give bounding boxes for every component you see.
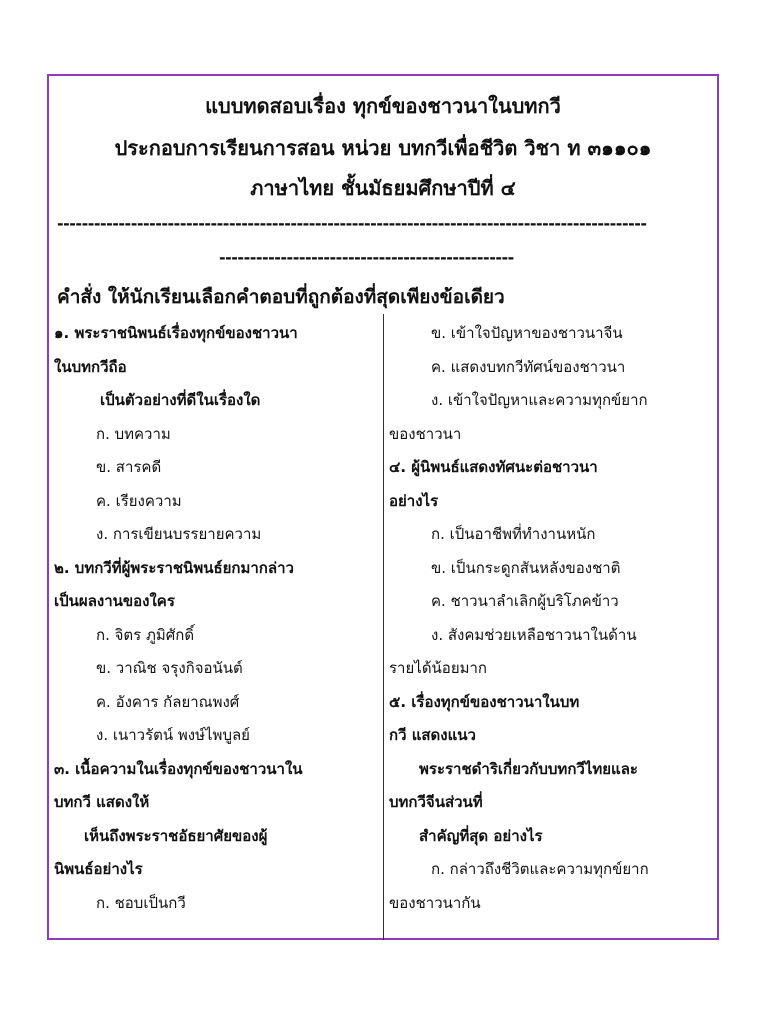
question-3-line-3: เห็นถึงพระราชอัธยาศัยของผู้: [84, 826, 268, 845]
question-3-line-2: บทกวี แสดงให้: [54, 793, 150, 811]
q4-choice-d-line-2: รายได้น้อยมาก: [389, 659, 487, 677]
question-5-line-2: กวี แสดงแนว: [389, 726, 476, 744]
q3-choice-d-line-2: ของชาวนา: [389, 424, 462, 443]
q5-choice-a-line-2: ของชาวนากัน: [389, 893, 481, 912]
question-1-line-1: ๑. พระราชนิพนธ์เรื่องทุกข์ของชาวนา: [54, 324, 298, 342]
separator-long: ------------------------------------------------------------------------------------------------: [57, 214, 647, 233]
separator-short: ------------------------------------------------: [219, 248, 514, 267]
q4-choice-b: ข. เป็นกระดูกสันหลังของชาติ: [431, 558, 621, 577]
title-line-3: ภาษาไทย ชั้นมัธยมศึกษาปีที่ ๔: [250, 176, 516, 200]
q1-choice-c: ค. เรียงความ: [96, 491, 182, 510]
q3-choice-b: ข. เข้าใจปัญหาของชาวนาจีน: [431, 324, 623, 342]
question-4-line-2: อย่างไร: [389, 491, 439, 510]
q4-choice-d-line-1: ง. สังคมช่วยเหลือชาวนาในด้าน: [431, 625, 637, 644]
question-1-line-3: เป็นตัวอย่างที่ดีในเรื่องใด: [100, 391, 261, 409]
question-4-line-1: ๔. ผู้นิพนธ์แสดงทัศนะต่อชาวนา: [389, 458, 598, 476]
q4-choice-a: ก. เป็นอาชีพที่ทำงานหนัก: [431, 525, 596, 543]
question-2-line-1: ๒. บทกวีที่ผู้พระราชนิพนธ์ยกมากล่าว: [54, 558, 294, 577]
q4-choice-c: ค. ชาวนาลำเลิกผู้บริโภคข้าว: [431, 592, 619, 610]
q1-choice-b: ข. สารคดี: [96, 458, 162, 476]
question-3-line-4: นิพนธ์อย่างไร: [54, 860, 143, 878]
left-column: [54, 317, 380, 920]
q3-choice-a: ก. ชอบเป็นกวี: [96, 893, 186, 912]
column-divider: [383, 314, 384, 940]
title-line-2: ประกอบการเรียนการสอน หน่วย บทกวีเพื่อชีวิต วิชา ท ๓๑๑๐๑: [114, 136, 652, 160]
question-1-line-2: ในบทกวีถือ: [54, 357, 127, 376]
instruction: คำสั่ง ให้นักเรียนเลือกคำตอบที่ถูกต้องที่สุดเพียงข้อเดียว: [57, 286, 505, 308]
right-column: [389, 317, 715, 920]
q1-choice-d: ง. การเขียนบรรยายความ: [96, 525, 262, 543]
question-5-line-3: พระราชดำริเกี่ยวกับบทกวีไทยและ: [419, 759, 638, 778]
question-5-line-4: บทกวีจีนส่วนที่: [389, 793, 483, 811]
q3-choice-d-line-1: ง. เข้าใจปัญหาและความทุกข์ยาก: [431, 391, 648, 409]
q5-choice-a-line-1: ก. กล่าวถึงชีวิตและความทุกข์ยาก: [431, 860, 649, 878]
title-line-1: แบบทดสอบเรื่อง ทุกข์ของชาวนาในบทกวี: [205, 94, 561, 118]
q2-choice-d: ง. เนาวรัตน์ พงษ์ไพบูลย์: [96, 726, 250, 744]
question-5-line-5: สำคัญที่สุด อย่างไร: [419, 826, 543, 845]
q1-choice-a: ก. บทความ: [96, 424, 171, 443]
q2-choice-c: ค. อังคาร กัลยาณพงศ์: [96, 692, 240, 711]
q2-choice-b: ข. วาณิช จรุงกิจอนันต์: [96, 659, 243, 677]
q2-choice-a: ก. จิตร ภูมิศักดิ์: [96, 625, 195, 644]
question-2-line-2: เป็นผลงานของใคร: [54, 592, 175, 610]
quiz-frame: [47, 74, 719, 940]
q3-choice-c: ค. แสดงบทกวีทัศน์ของชาวนา: [431, 357, 626, 376]
question-3-line-1: ๓. เนื้อความในเรื่องทุกข์ของชาวนาใน: [54, 759, 303, 778]
question-5-line-1: ๕. เรื่องทุกข์ของชาวนาในบท: [389, 692, 580, 711]
